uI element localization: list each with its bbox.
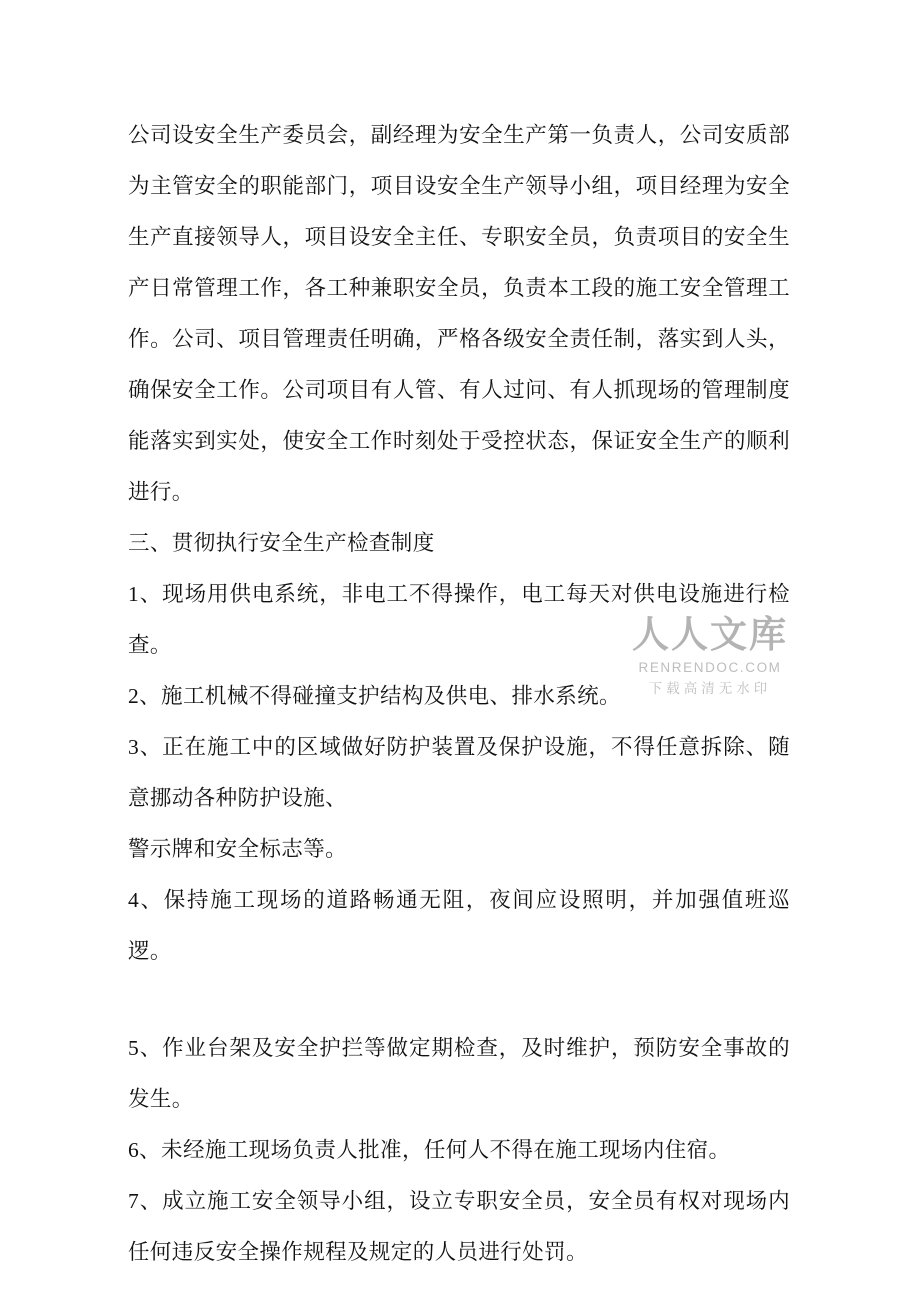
item-5: 5、作业台架及安全护拦等做定期检查，及时维护，预防安全事故的发生。 — [128, 1036, 790, 1111]
watermark-title: 人人文库 — [632, 614, 788, 655]
item-3-continued: 警示牌和安全标志等。 — [128, 837, 348, 861]
item-1: 1、现场用供电系统，非电工不得操作，电工每天对供电设施进行检查。 — [128, 582, 790, 657]
document-body — [128, 110, 790, 1278]
item-3: 3、正在施工中的区域做好防护装置及保护设施，不得任意拆除、随意挪动各种防护设施、 — [128, 735, 790, 810]
item-2: 2、施工机械不得碰撞支护结构及供电、排水系统。 — [128, 684, 621, 708]
paragraph-spacer — [128, 977, 790, 1023]
watermark-tagline: 下载高清无水印 — [648, 681, 772, 696]
intro-paragraph: 公司设安全生产委员会，副经理为安全生产第一负责人，公司安质部为主管安全的职能部门，项目设安全生产领导小组，项目经理为安全生产直接领导人，项目设安全主任、专职安全员，负责项目的安全生产日常管理工作，各工种兼职安全员，负责本工段的施工安全管理工作。公司、项目管理责任明确，严格各级安全责任制，落实到人头，确保安全工作。公司项目有人管、有人过问、有人抓现场的管理制度能落实到实处，使安全工作时刻处于受控状态，保证安全生产的顺利进行。 — [128, 123, 790, 504]
item-7: 7、成立施工安全领导小组，设立专职安全员，安全员有权对现场内任何违反安全操作规程及规定的人员进行处罚。 — [128, 1189, 790, 1264]
section-heading-3: 三、贯彻执行安全生产检查制度 — [128, 531, 435, 555]
item-4: 4、保持施工现场的道路畅通无阻，夜间应设照明，并加强值班巡逻。 — [128, 888, 790, 963]
watermark-domain: RENRENDOC.COM — [638, 660, 782, 675]
item-6: 6、未经施工现场负责人批准，任何人不得在施工现场内住宿。 — [128, 1138, 731, 1162]
